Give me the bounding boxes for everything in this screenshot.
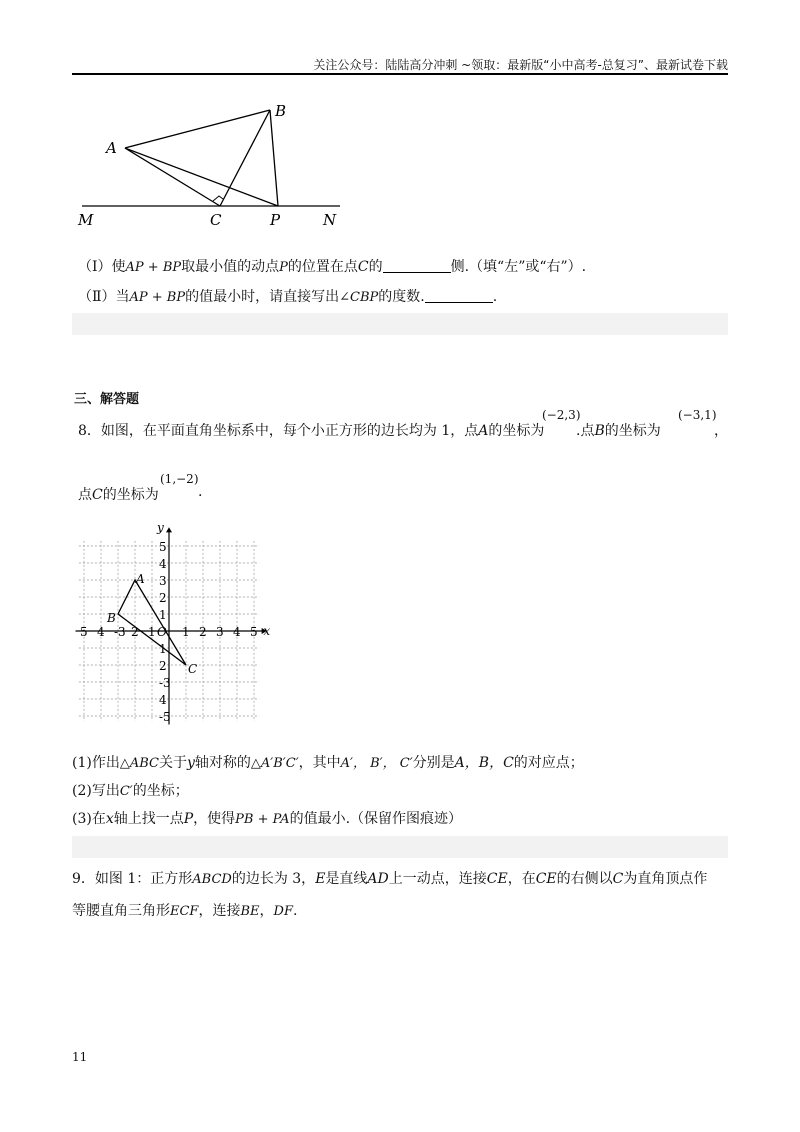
- x-tick-label: 5: [250, 625, 258, 639]
- answer-area-q8[interactable]: [72, 836, 728, 858]
- q9-line1: 9．如图 1：正方形ABCD的边长为 3，E是直线AD上一动点，连接CE，在CE的右侧以C为直角顶点作: [72, 871, 708, 887]
- segment-bp: [270, 110, 278, 206]
- page-header: 关注公众号：陆陆高分冲刺 ~领取：最新版“小中高考-总复习”、最新试卷下载: [313, 58, 728, 72]
- answer-blank-1[interactable]: [383, 258, 451, 273]
- answer-blank-2[interactable]: [425, 288, 493, 303]
- y-tick-label: 2: [159, 659, 167, 673]
- right-angle-mark: [213, 196, 223, 201]
- x-tick-label: 1: [148, 625, 156, 639]
- segment-ac: [125, 148, 220, 206]
- q8-sub2: (2)写出C′的坐标；: [72, 783, 189, 799]
- y-tick-label: 3: [159, 574, 167, 588]
- q8-line1-cont: .点B的坐标为: [576, 423, 661, 439]
- q7-part2: （Ⅱ）当AP + BP的值最小时，请直接写出∠CBP的度数. .: [78, 289, 498, 305]
- coordinate-grid: [72, 516, 282, 726]
- label-c: C: [210, 211, 222, 229]
- x-tick-label: 3: [216, 625, 224, 639]
- x-axis-label: x: [263, 624, 271, 638]
- x-tick-label: -3: [114, 625, 126, 639]
- y-tick-label: -3: [159, 676, 171, 690]
- header-divider: [72, 73, 728, 75]
- label-a: A: [106, 139, 117, 157]
- label-p: P: [270, 211, 281, 229]
- segment-ap: [125, 148, 278, 206]
- q8-line1: 8．如图，在平面直角坐标系中，每个小正方形的边长均为 1，点A的坐标为: [78, 423, 545, 439]
- x-tick-label: 2: [131, 625, 139, 639]
- x-tick-label: 2: [199, 625, 207, 639]
- x-tick-label: 4: [97, 625, 105, 639]
- q8-sub1: (1)作出△ABC关于y轴对称的△A′B′C′，其中A′， B′， C′分别是A，B，C的对应点；: [72, 755, 584, 771]
- point-b-label: B: [107, 611, 116, 625]
- point-a-label: A: [136, 572, 145, 586]
- y-tick-label: 4: [159, 693, 167, 707]
- geometry-figure: [70, 95, 360, 235]
- label-b: B: [275, 102, 287, 120]
- y-tick-label: 1: [159, 608, 167, 622]
- coord-c: (1,−2): [160, 472, 199, 486]
- q7-part1: （Ⅰ）使AP + BP取最小值的动点P的位置在点C的 侧.（填“左”或“右”）.: [78, 259, 587, 275]
- y-tick-label: 4: [159, 557, 167, 571]
- x-tick-label: 1: [182, 625, 190, 639]
- page-number: 11: [72, 1050, 88, 1064]
- origin-label: O: [157, 625, 167, 639]
- coord-a: (−2,3): [542, 408, 581, 422]
- label-m: M: [78, 211, 94, 229]
- y-tick-label: 1: [159, 642, 167, 656]
- q8-line2: 点C的坐标为: [78, 487, 159, 503]
- y-axis-label: y: [157, 520, 164, 535]
- y-tick-label: 5: [159, 540, 167, 554]
- segment-ab: [125, 110, 270, 148]
- section-title: 三、解答题: [74, 392, 140, 407]
- x-tick-label: 5: [80, 625, 88, 639]
- coord-b: (−3,1): [678, 408, 717, 422]
- segment-bc: [220, 110, 270, 206]
- y-tick-label: 2: [159, 591, 167, 605]
- q8-sub3: (3)在x轴上找一点P，使得PB + PA的值最小.（保留作图痕迹）: [72, 811, 463, 827]
- y-tick-label: -5: [159, 710, 171, 724]
- point-c-label: C: [188, 662, 198, 676]
- x-tick-label: 4: [233, 625, 241, 639]
- answer-area-q7[interactable]: [72, 313, 728, 335]
- label-n: N: [323, 211, 337, 229]
- q9-line2: 等腰直角三角形ECF，连接BE，DF.: [72, 903, 298, 919]
- y-axis-arrow: [166, 527, 172, 532]
